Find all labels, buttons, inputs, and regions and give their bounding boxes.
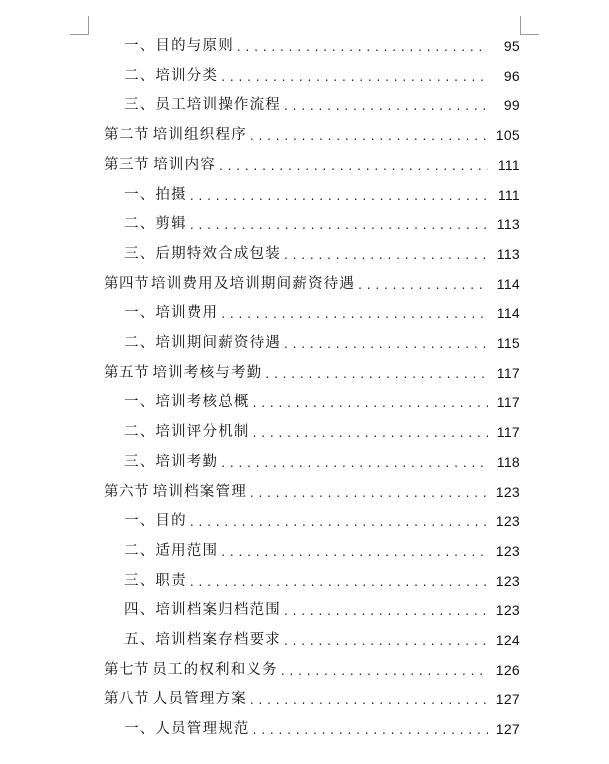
toc-dot-leader — [237, 34, 488, 60]
toc-subsection-entry[interactable] — [124, 627, 520, 653]
toc-dot-leader — [250, 687, 488, 713]
toc-page-number: 114 — [496, 275, 520, 292]
toc-dot-leader — [281, 658, 488, 684]
toc-dot-leader — [221, 539, 488, 565]
toc-dot-leader — [358, 272, 488, 298]
toc-subsection-entry[interactable] — [124, 508, 520, 534]
toc-page-number: 114 — [496, 305, 520, 322]
toc-subsection-entry[interactable] — [124, 389, 520, 415]
toc-page-number: 117 — [496, 364, 520, 381]
toc-dot-leader — [219, 153, 488, 179]
toc-subsection-entry[interactable] — [124, 63, 520, 89]
toc-entry-title: 一、培训费用 — [124, 305, 219, 322]
toc-subsection-entry[interactable] — [124, 33, 520, 59]
toc-dot-leader — [250, 123, 488, 149]
toc-page-number: 127 — [495, 721, 520, 738]
toc-section-number: 第二节 — [104, 127, 149, 144]
toc-entry-title: 人员管理方案 — [152, 691, 247, 708]
toc-subsection-entry[interactable] — [124, 241, 520, 267]
toc-subsection-entry[interactable] — [124, 419, 520, 445]
crop-mark-top-left — [70, 16, 89, 35]
toc-section-number: 第六节 — [104, 483, 149, 500]
toc-subsection-entry[interactable] — [124, 211, 520, 237]
toc-dot-leader — [253, 420, 488, 446]
toc-entry-title: 二、培训分类 — [124, 67, 219, 84]
toc-section-entry[interactable] — [104, 360, 520, 386]
toc-subsection-entry[interactable] — [124, 92, 520, 118]
toc-page-number: 123 — [495, 542, 520, 559]
toc-subsection-entry[interactable] — [124, 568, 520, 594]
toc-page-number: 113 — [496, 245, 520, 262]
toc-section-number: 第五节 — [104, 364, 149, 381]
toc-entry-title: 培训档案管理 — [152, 483, 247, 500]
toc-page-number: 111 — [497, 186, 520, 203]
toc-dot-leader — [284, 628, 488, 654]
toc-dot-leader — [284, 93, 488, 119]
toc-page-number: 99 — [503, 97, 520, 114]
toc-page-number: 127 — [495, 691, 520, 708]
toc-page-number: 123 — [495, 572, 520, 589]
toc-dot-leader — [190, 509, 488, 535]
toc-section-entry[interactable] — [104, 271, 520, 297]
toc-section-entry[interactable] — [104, 686, 520, 712]
toc-entry-title: 培训内容 — [153, 156, 216, 173]
toc-page-number: 111 — [497, 156, 520, 173]
toc-page-number: 117 — [496, 394, 520, 411]
toc-dot-leader — [221, 450, 488, 476]
toc-page-number: 115 — [496, 335, 520, 351]
toc-page-number: 123 — [495, 483, 520, 500]
toc-dot-leader — [250, 480, 488, 506]
toc-entry-title: 二、剪辑 — [124, 216, 187, 233]
toc-entry-title: 一、目的 — [124, 513, 187, 530]
toc-dot-leader — [265, 361, 488, 387]
toc-subsection-entry[interactable] — [124, 716, 520, 742]
toc-section-number: 第三节 — [104, 156, 149, 173]
toc-entry-title: 四、培训档案归档范围 — [124, 602, 281, 619]
toc-subsection-entry[interactable] — [124, 449, 520, 475]
toc-subsection-entry[interactable] — [124, 330, 520, 356]
toc-page-number: 118 — [496, 453, 520, 470]
toc-entry-title: 培训考核与考勤 — [152, 364, 263, 381]
toc-dot-leader — [253, 390, 488, 416]
toc-subsection-entry[interactable] — [124, 182, 520, 208]
toc-entry-title: 一、人员管理规范 — [124, 721, 250, 738]
toc-page-number: 96 — [503, 67, 520, 84]
toc-dot-leader — [284, 331, 488, 357]
toc-entry-title: 二、培训评分机制 — [124, 424, 250, 441]
toc-page-number: 95 — [503, 38, 520, 54]
toc-dot-leader — [221, 64, 488, 90]
toc-section-entry[interactable] — [104, 657, 520, 683]
toc-entry-title: 二、适用范围 — [124, 542, 219, 559]
toc-section-number: 第七节 — [104, 661, 149, 678]
toc-dot-leader — [190, 212, 488, 238]
toc-page-number: 123 — [495, 602, 520, 619]
toc-dot-leader — [284, 242, 488, 268]
toc-page-number: 113 — [496, 216, 520, 233]
toc-subsection-entry[interactable] — [124, 597, 520, 623]
toc-page-number: 117 — [496, 424, 520, 441]
toc-page-number: 105 — [495, 127, 520, 144]
toc-entry-title: 三、培训考勤 — [124, 453, 219, 470]
toc-page-number: 126 — [495, 661, 520, 678]
toc-section-number: 第四节 — [104, 275, 149, 292]
crop-mark-top-right — [520, 16, 539, 35]
toc-dot-leader — [253, 717, 488, 743]
toc-entry-title: 培训费用及培训期间薪资待遇 — [151, 275, 356, 292]
toc-entry-title: 一、目的与原则 — [124, 38, 234, 54]
toc-entry-title: 三、员工培训操作流程 — [124, 97, 281, 114]
toc-entry-title: 五、培训档案存档要求 — [124, 632, 281, 648]
toc-entry-title: 一、拍摄 — [124, 186, 187, 203]
toc-entry-title: 三、职责 — [124, 572, 187, 589]
toc-dot-leader — [221, 301, 488, 327]
toc-section-number: 第八节 — [104, 691, 149, 708]
toc-dot-leader — [190, 183, 488, 209]
toc-subsection-entry[interactable] — [124, 300, 520, 326]
toc-section-entry[interactable] — [104, 479, 520, 505]
toc-entry-title: 培训组织程序 — [152, 127, 247, 144]
toc-entry-title: 员工的权利和义务 — [152, 661, 278, 678]
toc-section-entry[interactable] — [104, 152, 520, 178]
toc-section-entry[interactable] — [104, 122, 520, 148]
toc-dot-leader — [284, 598, 488, 624]
toc-entry-title: 三、后期特效合成包装 — [124, 245, 281, 262]
toc-subsection-entry[interactable] — [124, 538, 520, 564]
toc-entry-title: 一、培训考核总概 — [124, 394, 250, 411]
toc-entry-title: 二、培训期间薪资待遇 — [124, 335, 281, 351]
toc-dot-leader — [190, 569, 488, 595]
toc-page-number: 124 — [495, 632, 520, 648]
toc-page-number: 123 — [495, 513, 520, 530]
